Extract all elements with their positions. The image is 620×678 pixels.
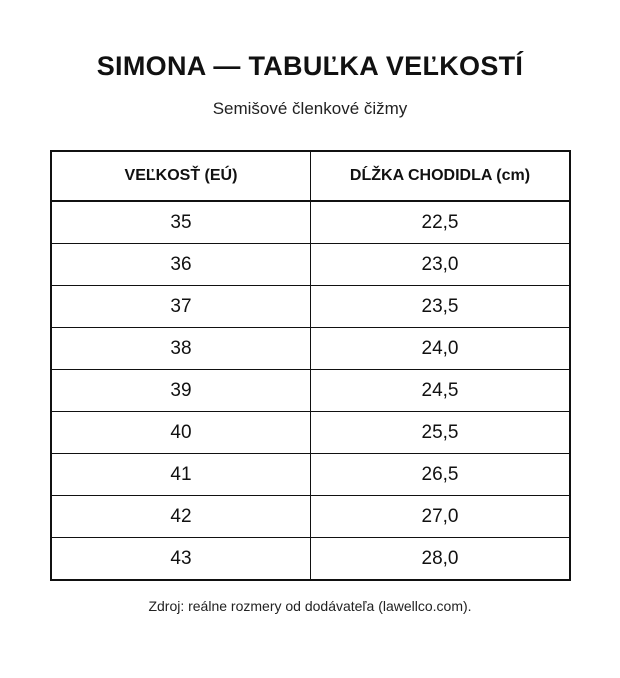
size-cell: 40 — [51, 412, 311, 454]
table-row — [51, 496, 570, 538]
table-header-row — [51, 151, 570, 201]
size-cell: 39 — [51, 370, 311, 412]
page-subtitle: Semišové členkové čižmy — [212, 99, 408, 118]
foot-length-cell: 23,0 — [311, 244, 571, 286]
size-cell: 43 — [51, 538, 311, 581]
foot-length-cell: 28,0 — [311, 538, 571, 581]
foot-length-cell: 23,5 — [311, 286, 571, 328]
table-row — [51, 370, 570, 412]
size-cell: 41 — [51, 454, 311, 496]
foot-length-cell: 22,5 — [311, 201, 571, 244]
table-row — [51, 328, 570, 370]
table-row — [51, 244, 570, 286]
size-cell: 38 — [51, 328, 311, 370]
foot-length-cell: 25,5 — [311, 412, 571, 454]
size-cell: 37 — [51, 286, 311, 328]
size-cell: 42 — [51, 496, 311, 538]
foot-length-cell: 27,0 — [311, 496, 571, 538]
table-row — [51, 412, 570, 454]
size-cell: 35 — [51, 201, 311, 244]
table-row — [51, 454, 570, 496]
foot-length-cell: 24,0 — [311, 328, 571, 370]
size-cell: 36 — [51, 244, 311, 286]
foot-length-cell: 26,5 — [311, 454, 571, 496]
foot-length-cell: 24,5 — [311, 370, 571, 412]
table-row — [51, 201, 570, 244]
column-header-foot-length: DĹŽKA CHODIDLA (cm) — [311, 151, 571, 201]
page-title: SIMONA — TABUĽKA VEĽKOSTÍ — [96, 51, 524, 81]
table-row — [51, 286, 570, 328]
column-header-size: VEĽKOSŤ (EÚ) — [51, 151, 311, 201]
source-footnote: Zdroj: reálne rozmery od dodávateľa (lawellco.com). — [148, 598, 472, 614]
size-table — [50, 150, 571, 581]
table-row — [51, 538, 570, 581]
